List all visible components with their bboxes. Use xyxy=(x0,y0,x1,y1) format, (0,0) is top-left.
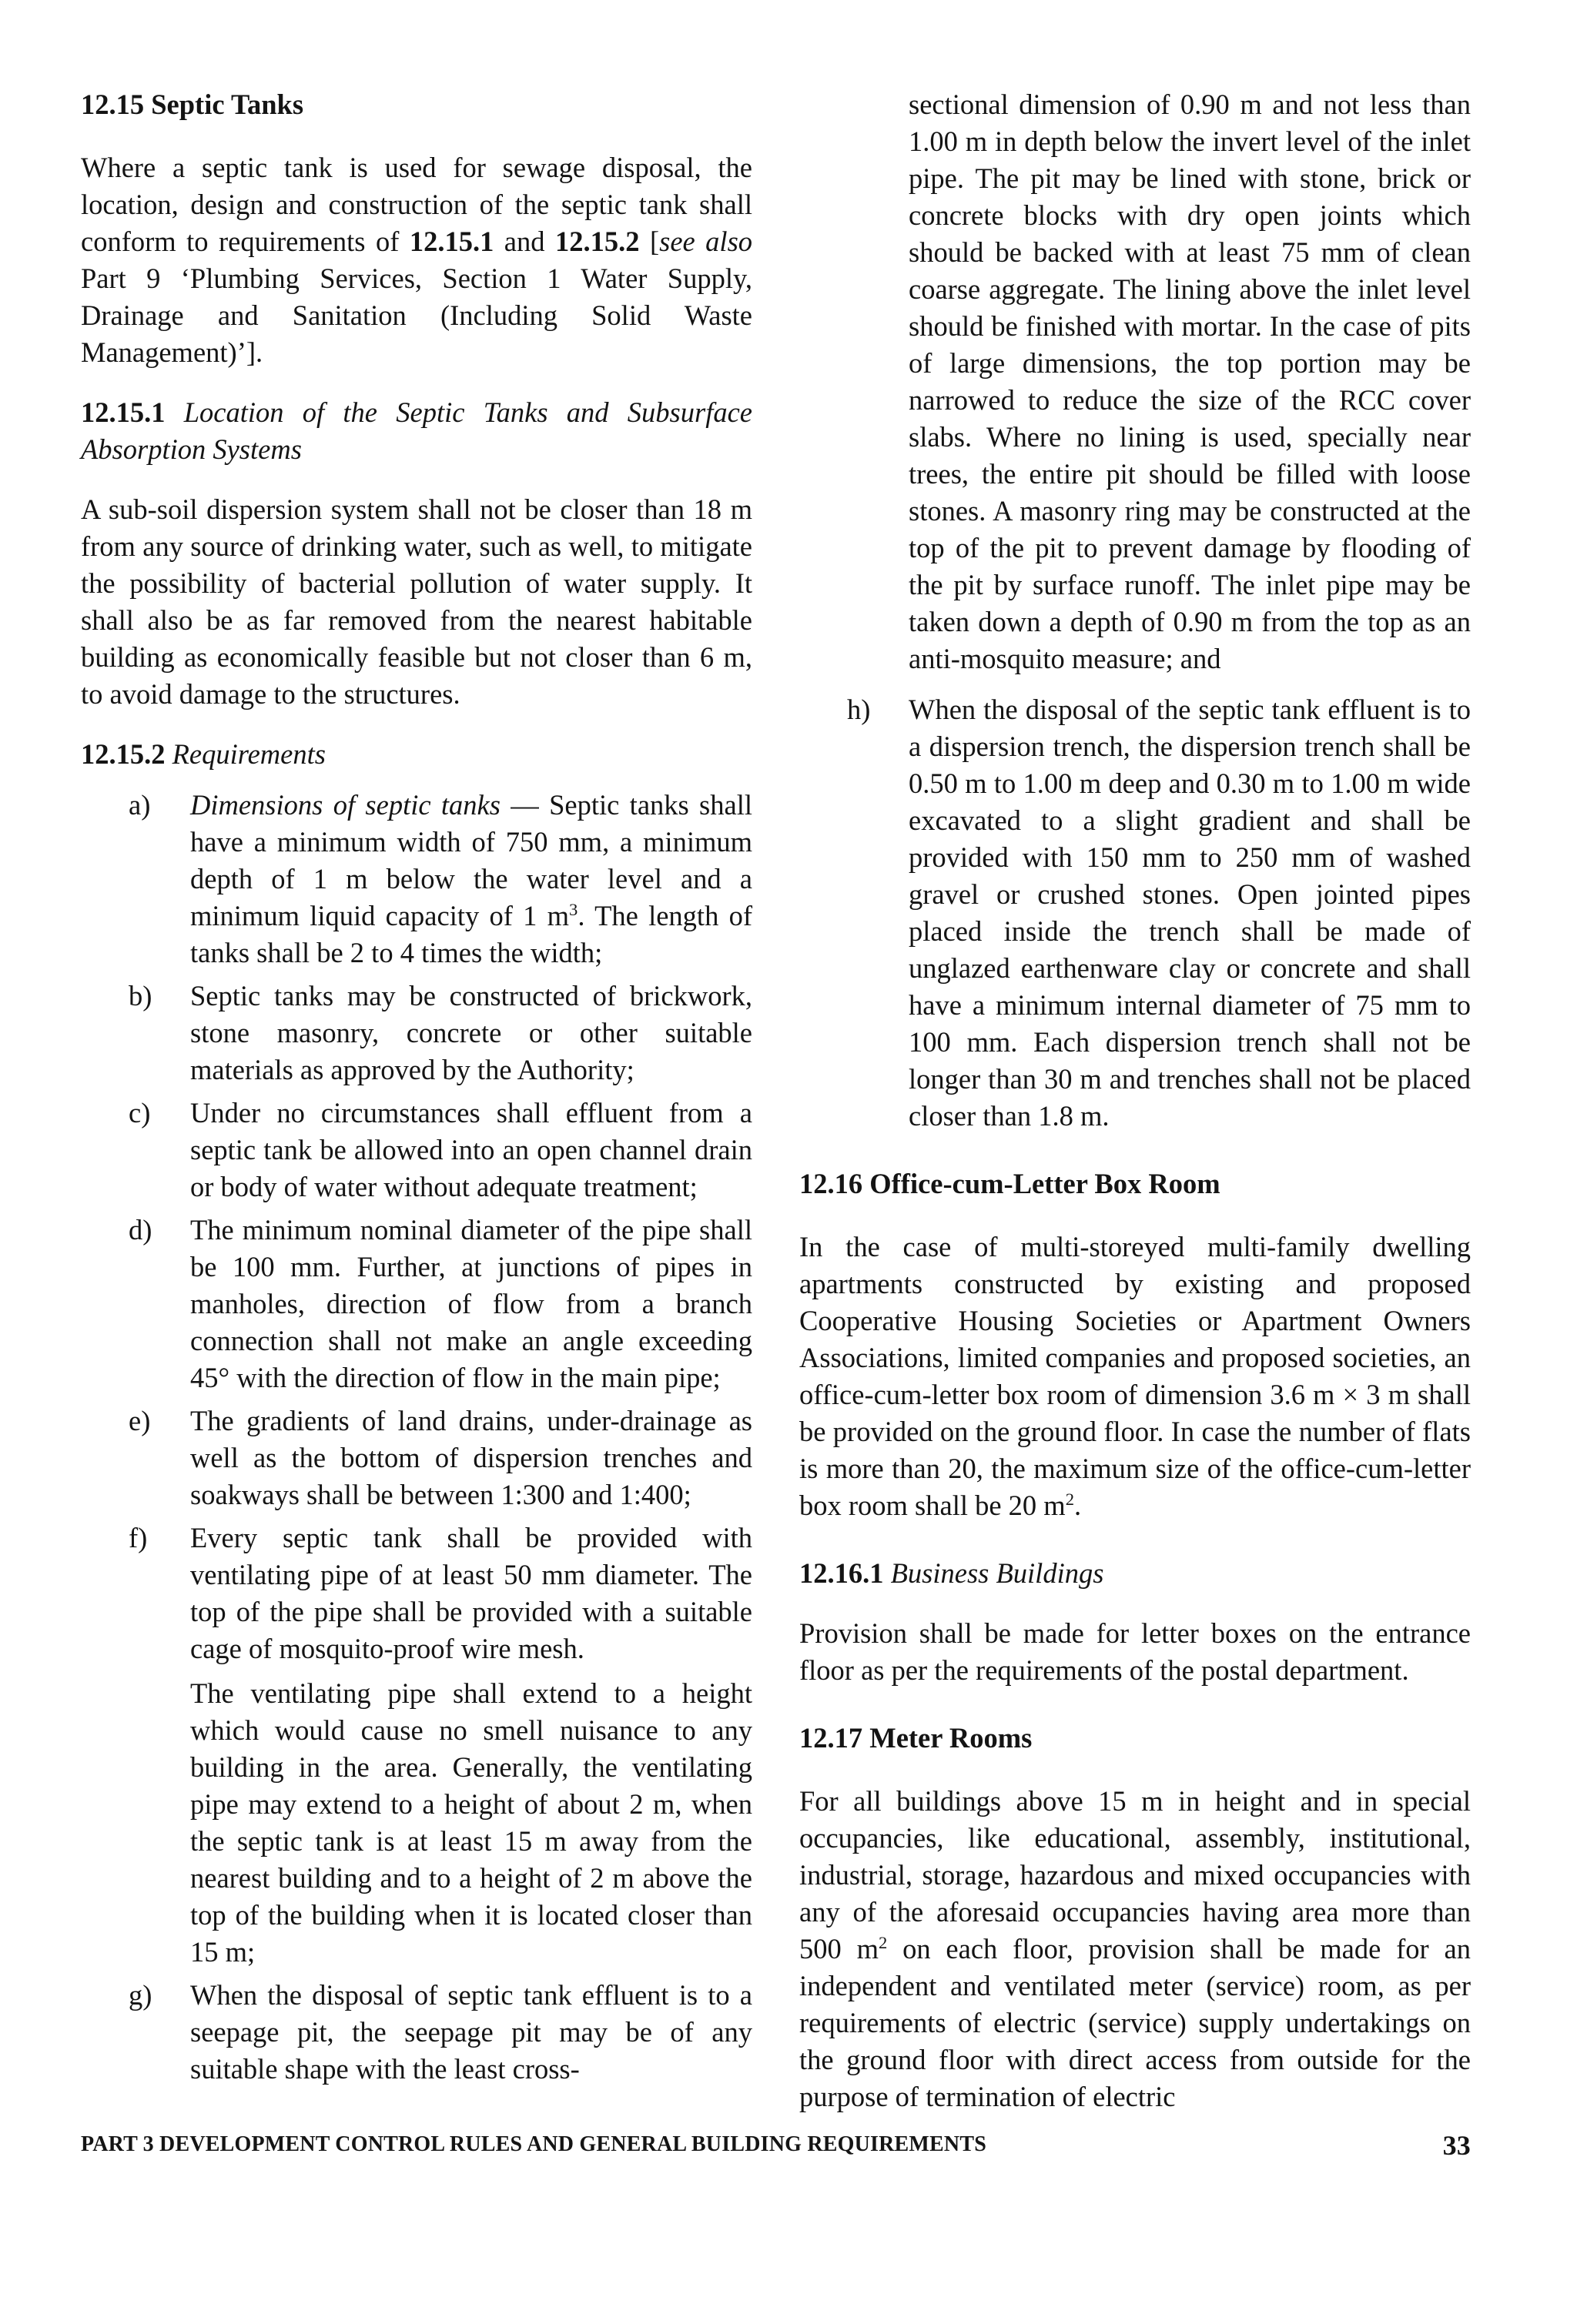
item-f-text-continued: The ventilating pipe shall extend to a height which would cause no smell nuisance to any building in the area. Generally, the ventilating pipe may extend to a height of about 2 m, when the septic tank is at least 15 m away from the nearest building and to a height of 2 m above the top of the building when it is located closer than 15 m; xyxy=(190,1677,752,1968)
list-item xyxy=(81,1520,752,1971)
section-12-15-body: Where a septic tank is used for sewage disposal, the location, design and construction of the septic tank shall conform to requirements of 12.15.1 and 12.15.2 [see also Part 9 ‘Plumbing Services, Section 1 Water Supply, Drainage and Sanitation (Including Solid Waste Management)’]. xyxy=(81,152,753,368)
item-e-text: The gradients of land drains, under-drainage as well as the bottom of dispersion trenches and soakways shall be between 1:300 and 1:400; xyxy=(190,1405,752,1510)
list-item xyxy=(81,1095,752,1205)
section-12-17-heading: 12.17 Meter Rooms xyxy=(799,1722,1033,1754)
section-12-15-1-body: A sub-soil dispersion system shall not be closer than 18 m from any source of drinking water, such as well, to mitigate the possibility of bacterial pollution of water supply. It shall also be as far removed from the nearest habitable building as economically feasible but not closer than 6 m, to avoid damage to the structures. xyxy=(81,493,752,710)
section-12-15-2-heading: 12.15.2 Requirements xyxy=(81,738,326,770)
requirements-list xyxy=(81,787,752,2088)
page-footer xyxy=(81,2130,1471,2161)
section-12-16-body: In the case of multi-storeyed multi-family dwelling apartments constructed by existing and proposed Cooperative Housing Societies or Apartment Owners Associations, limited companies and proposed societies, an office-cum-letter box room of dimension 3.6 m × 3 m shall be provided on the ground floor. In case the number of flats is more than 20, the maximum size of the office-cum-letter box room shall be 20 $m^2$. xyxy=(799,1231,1471,1521)
list-item xyxy=(81,787,752,971)
section-12-16-1-heading: 12.16.1 Business Buildings xyxy=(799,1557,1104,1589)
item-marker: a) xyxy=(129,789,151,821)
item-marker: e) xyxy=(129,1405,151,1436)
item-c-text: Under no circumstances shall effluent from a septic tank be allowed into an open channel drain or body of water without adequate treatment; xyxy=(190,1097,752,1202)
item-g-continued: sectional dimension of 0.90 m and not less than 1.00 m in depth below the invert level of the inlet pipe. The pit may be lined with stone, brick or concrete blocks with dry open joints which should be backed with at least 75 mm of clean coarse aggregate. The lining above the inlet level should be finished with mortar. In the case of pits of large dimensions, the top portion may be narrowed to reduce the size of the RCC cover slabs. Where no lining is used, specially near trees, the entire pit should be filled with loose stones. A masonry ring may be constructed at the top of the pit to prevent damage by flooding of the pit by surface runoff. The inlet pipe may be taken down a depth of 0.90 m from the top as an anti-mosquito measure; and xyxy=(909,89,1471,674)
item-marker: c) xyxy=(129,1097,151,1129)
item-b-text: Septic tanks may be constructed of brickwork, stone masonry, concrete or other suitable materials as approved by the Authority; xyxy=(190,980,752,1085)
item-marker: h) xyxy=(847,694,871,725)
list-item xyxy=(81,1403,752,1513)
section-12-15-heading: 12.15 Septic Tanks xyxy=(81,89,304,120)
item-h-text: When the disposal of the septic tank effluent is to a dispersion trench, the dispersion trench shall be 0.50 m to 1.00 m deep and 0.30 m to 1.00 m wide excavated to a slight gradient and shall be provided with 150 mm to 250 mm of washed gravel or crushed stones. Open jointed pipes placed inside the trench shall be made of unglazed earthenware clay or concrete and shall have a minimum internal diameter of 75 mm to 100 mm. Each dispersion trench shall not be longer than 30 m and trenches shall not be placed closer than 1.8 m. xyxy=(909,694,1471,1132)
left-column xyxy=(81,86,752,2094)
item-a-text: Dimensions of septic tanks — Septic tanks shall have a minimum width of 750 mm, a minimum depth of 1 m below the water level and a minimum liquid capacity of 1 $m^3$. The length of tanks shall be 2 to 4 times the width; xyxy=(190,789,752,968)
list-item xyxy=(799,691,1471,1135)
right-column xyxy=(799,86,1471,2115)
footer-title: PART 3 DEVELOPMENT CONTROL RULES AND GENERAL BUILDING REQUIREMENTS xyxy=(81,2132,986,2156)
section-12-16-heading: 12.16 Office-cum-Letter Box Room xyxy=(799,1168,1220,1199)
item-g-text: When the disposal of septic tank effluent is to a seepage pit, the seepage pit may be of any suitable shape with the least cross- xyxy=(190,1979,752,2085)
item-marker: g) xyxy=(129,1979,152,2011)
list-item xyxy=(81,1977,752,2088)
item-d-text: The minimum nominal diameter of the pipe shall be 100 mm. Further, at junctions of pipes in manholes, direction of flow from a branch connection shall not make an angle exceeding 45° with the direction of flow in the main pipe; xyxy=(190,1214,752,1393)
list-item xyxy=(81,978,752,1088)
item-marker: f) xyxy=(129,1522,148,1553)
section-12-15-1-heading: 12.15.1 Location of the Septic Tanks and Subsurface Absorption Systems xyxy=(81,396,752,465)
item-marker: d) xyxy=(129,1214,152,1246)
item-marker: b) xyxy=(129,980,152,1012)
page-number: 33 xyxy=(1442,2130,1471,2161)
section-12-16-1-body: Provision shall be made for letter boxes on the entrance floor as per the requirements of the postal department. xyxy=(799,1617,1471,1686)
section-12-17-body: For all buildings above 15 m in height and in special occupancies, like educational, assembly, institutional, industrial, storage, hazardous and mixed occupancies with any of the aforesaid occupancies having area more than 500 $m^2$ on each floor, provision shall be made for an independent and ventilated meter (service) room, as per requirements of electric (service) supply undertakings on the ground floor with direct access from outside for the purpose of termination of electric xyxy=(799,1785,1471,2112)
list-item xyxy=(81,1212,752,1396)
item-f-text: Every septic tank shall be provided with ventilating pipe of at least 50 mm diameter. The top of the pipe shall be provided with a suitable cage of mosquito-proof wire mesh. xyxy=(190,1522,752,1664)
